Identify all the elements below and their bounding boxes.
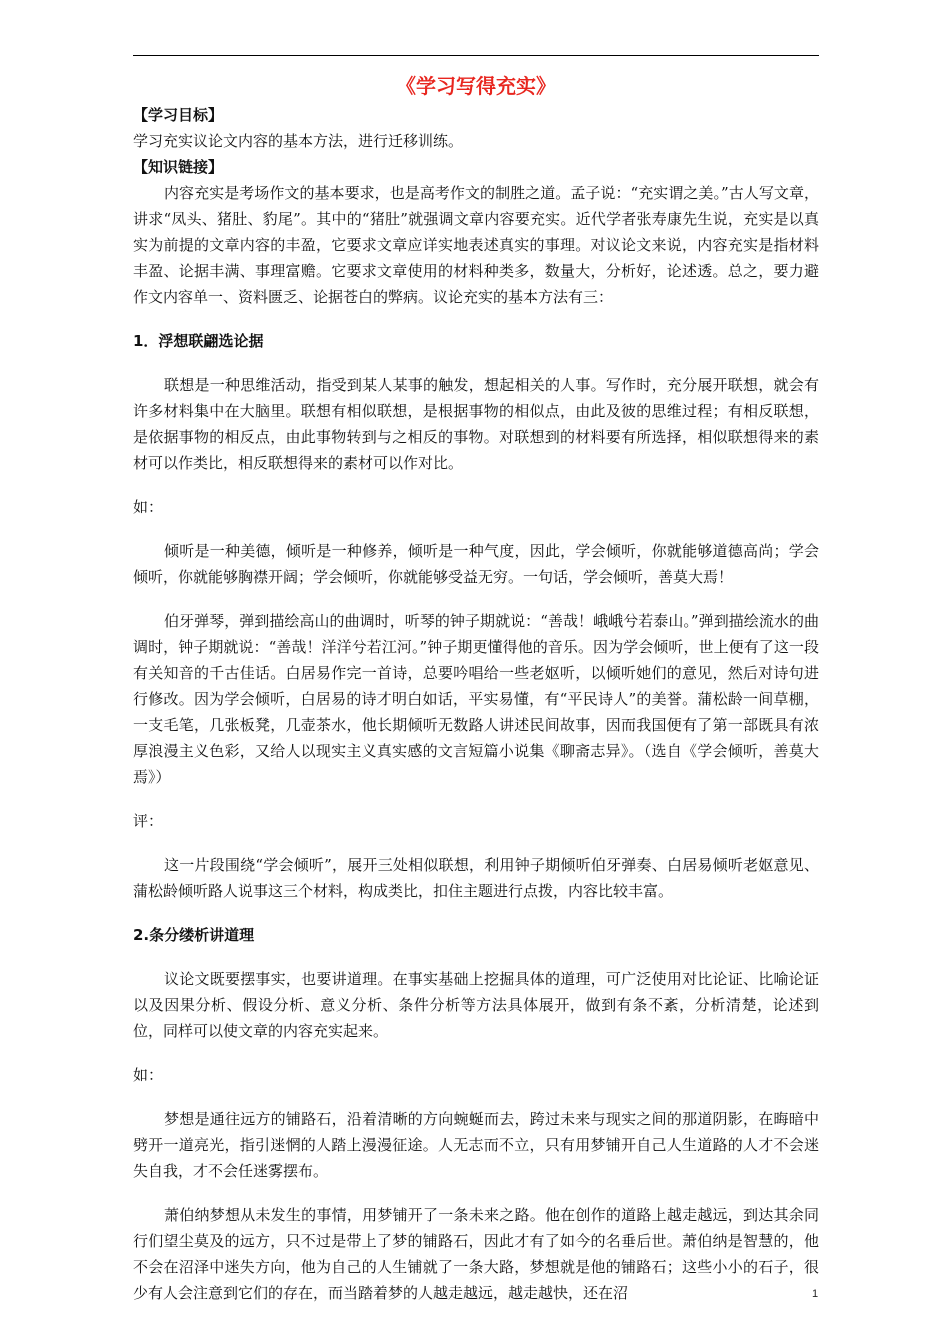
objective-text: 学习充实议论文内容的基本方法，进行迁移训练。 [133,132,464,150]
section1-example-2: 伯牙弹琴，弹到描绘高山的曲调时，听琴的钟子期就说：“善哉！峨峨兮若泰山。”弹到描绘流水的曲调时，钟子期就说：“善哉！洋洋兮若江河。”钟子期更懂得他的音乐。因为学会倾听，世上便有了这一段有关知音的千古佳话。白居易作完一首诗，总要吟唱给一些老妪听，以倾听她们的意见，然后对诗句进行修改。因为学会倾听，白居易的诗才明白如话，平实易懂，有“平民诗人”的美誉。蒲松龄一间草棚，一支毛笔，几张板凳，几壶茶水，他长期倾听无数路人讲述民间故事，因而我国便有了第一部既具有浓厚浪漫主义色彩，又给人以现实主义真实感的文言短篇小说集《聊斋志异》。（选自《学会倾听，善莫大焉》） [133,612,819,786]
section1-comment-label: 评： [133,812,164,830]
section1-heading: 1．浮想联翩选论据 [133,332,264,350]
knowledge-heading: 【知识链接】 [133,158,224,176]
knowledge-intro: 内容充实是考场作文的基本要求，也是高考作文的制胜之道。孟子说：“充实谓之美。”古人写文章，讲求“凤头、猪肚、豹尾”。其中的“猪肚”就强调文章内容要充实。近代学者张寿康先生说，充实是以真实为前提的文章内容的丰盈，它要求文章应详实地表述真实的事理。对议论文来说，内容充实是指材料丰盈、论据丰满、事理富赡。它要求文章使用的材料种类多，数量大，分析好，论述透。总之，要力避作文内容单一、资料匮乏、论据苍白的弊病。议论充实的基本方法有三： [133,184,819,306]
objective-heading: 【学习目标】 [133,106,224,124]
page-number: 1 [812,1288,819,1300]
header-rule [133,55,819,56]
section1-paragraph: 联想是一种思维活动，指受到某人某事的触发，想起相关的人事。写作时，充分展开联想，就会有许多材料集中在大脑里。联想有相似联想，是根据事物的相似点，由此及彼的思维过程；有相反联想，是依据事物的相反点，由此事物转到与之相反的事物。对联想到的材料要有所选择，相似联想得来的素材可以作类比，相反联想得来的素材可以作对比。 [133,376,819,472]
document-page [133,70,819,1306]
document-title: 《学习写得充实》 [396,74,556,98]
section2-paragraph: 议论文既要摆事实，也要讲道理。在事实基础上挖掘具体的道理，可广泛使用对比论证、比喻论证以及因果分析、假设分析、意义分析、条件分析等方法具体展开，做到有条不紊，分析清楚，论述到位，同样可以使文章的内容充实起来。 [133,970,819,1040]
section1-example-1: 倾听是一种美德，倾听是一种修养，倾听是一种气度，因此，学会倾听，你就能够道德高尚；学会倾听，你就能够胸襟开阔；学会倾听，你就能够受益无穷。一句话，学会倾听，善莫大焉！ [133,542,819,586]
section1-comment: 这一片段围绕“学会倾听”，展开三处相似联想，利用钟子期倾听伯牙弹奏、白居易倾听老妪意见、蒲松龄倾听路人说事这三个材料，构成类比，扣住主题进行点拨，内容比较丰富。 [133,856,819,900]
section2-heading: 2.条分缕析讲道理 [133,926,255,944]
section1-example-label: 如： [133,498,164,516]
section2-example-label: 如： [133,1066,164,1084]
section2-example-2: 萧伯纳梦想从未发生的事情，用梦铺开了一条未来之路。他在创作的道路上越走越远，到达其余同行们望尘莫及的远方，只不过是带上了梦的铺路石，因此才有了如今的名垂后世。萧伯纳是智慧的，他不会在沼泽中迷失方向，他为自己的人生铺就了一条大路，梦想就是他的铺路石；这些小小的石子，很少有人会注意到它们的存在，而当踏着梦的人越走越远，越走越快，还在沼 [133,1206,819,1302]
section2-example-1: 梦想是通往远方的铺路石，沿着清晰的方向蜿蜒而去，跨过未来与现实之间的那道阴影，在晦暗中劈开一道亮光，指引迷惘的人踏上漫漫征途。人无志而不立，只有用梦铺开自己人生道路的人才不会迷失自我，才不会任迷雾摆布。 [133,1110,819,1180]
